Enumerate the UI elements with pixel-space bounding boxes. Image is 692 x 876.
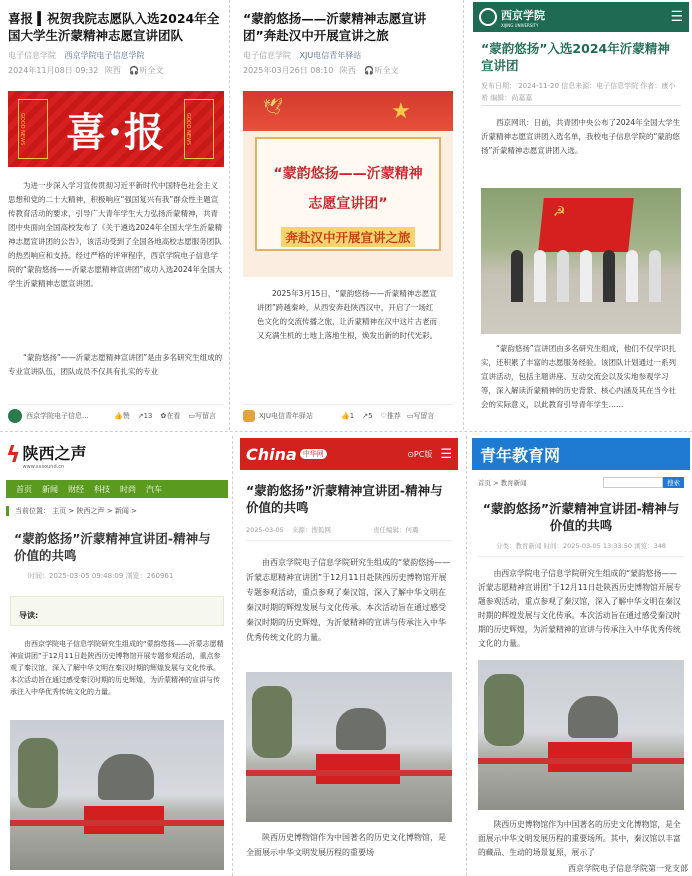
pc-version-button[interactable]: ⊙PC版 bbox=[407, 449, 433, 459]
flag-emblem-icon: ☭ bbox=[553, 204, 566, 220]
lead-label: 导读: bbox=[19, 611, 39, 620]
breadcrumb[interactable]: 首页 > 教育新闻 bbox=[478, 478, 527, 487]
article-meta: 发布日期： 2024-11-20 信息来源：电子信息学院 作者：康小希 编辑：尚嘉嘉 bbox=[481, 80, 681, 106]
headphone-icon: 🎧 bbox=[364, 66, 375, 75]
main-nav bbox=[6, 480, 228, 498]
account-name[interactable]: XJU电信青年驿站 bbox=[259, 411, 313, 420]
nav-fashion[interactable]: 时尚 bbox=[120, 484, 136, 494]
article-editor: 责任编辑：何璐 bbox=[372, 526, 419, 534]
museum-photo bbox=[478, 660, 684, 810]
site-badge: 中华网 bbox=[300, 449, 327, 459]
like-icon[interactable]: 👍 bbox=[114, 411, 123, 420]
site-logo-icon: ϟ bbox=[6, 442, 21, 468]
panel-wechat-article-1 bbox=[8, 6, 224, 428]
search-button[interactable]: 搜索 bbox=[663, 477, 684, 488]
article-body-2: 陕西历史博物馆作为中国著名的历史文化博物馆，是全面展示中华文明发展历程的重要场所。其中，秦汉馆以丰富的藏品、生动的场景复原，展示了 bbox=[478, 820, 681, 857]
event-poster bbox=[243, 91, 453, 277]
panel-school-site bbox=[473, 2, 689, 428]
article-date: 2025年03月26日 08:10 bbox=[243, 66, 334, 75]
nav-auto[interactable]: 汽车 bbox=[146, 484, 162, 494]
share-icon[interactable]: ↗ bbox=[362, 411, 369, 420]
search-input[interactable] bbox=[603, 477, 663, 488]
school-name: 西京学院 bbox=[501, 8, 545, 22]
article-body-2: “蒙韵悠扬”——沂蒙志愿精神宣讲团”是由多名研究生组成的专业宣讲队伍，团队成员不仅具有扎实的专业 bbox=[8, 353, 223, 376]
museum-photo bbox=[10, 720, 224, 870]
article-body: 2025年3月15日，“蒙韵悠扬——沂蒙精神志愿宣讲团”跨越秦岭，从西安奔赴陕西汉中，开启了一场红色文化的交流传播之旅，让沂蒙精神在汉中这片古老而又充满生机的土地上落地生根，焕发出新的时代光彩。 bbox=[257, 289, 437, 340]
nav-news[interactable]: 新闻 bbox=[42, 484, 58, 494]
panel-youth-edu bbox=[472, 438, 690, 874]
article-body-2: 陕西历史博物馆作为中国著名的历史文化博物馆，是全面展示中华文明发展历程的重要场 bbox=[246, 833, 446, 857]
school-logo-icon bbox=[479, 8, 497, 26]
article-body: 由西京学院电子信息学院研究生组成的“蒙韵悠扬——沂蒙志愿精神宣讲团”于12月11日赴陕西历史博物馆开展专题参观活动，重点参观了秦汉馆，深入了解中华文明在秦汉时期的辉煌发展与文化传承。本次活动旨在通过感受秦汉时期的历史辉煌，为沂蒙精神的宣讲与传承注入中华优秀传统文化的力量。 bbox=[478, 569, 682, 648]
team-photo bbox=[481, 188, 681, 334]
nav-finance[interactable]: 财经 bbox=[68, 484, 84, 494]
article-source: 来源：搜狐网 bbox=[291, 526, 331, 534]
article-date: 2024年11月08日 09:32 bbox=[8, 66, 99, 75]
breadcrumb[interactable]: 当前位置： 主页 > 陕西之声 > 新闻 > bbox=[6, 506, 228, 516]
panel-china-com bbox=[240, 438, 458, 874]
nav-tech[interactable]: 科技 bbox=[94, 484, 110, 494]
comment-icon[interactable]: ▭ bbox=[406, 411, 414, 420]
headphone-icon: 🎧 bbox=[129, 66, 140, 75]
article-body: 由西京学院电子信息学院研究生组成的“蒙韵悠扬——沂蒙志愿精神宣讲团”于12月11日赴陕西历史博物馆开展专题参观活动，重点参观了秦汉馆，深入了解中华文明在秦汉时期的辉煌发展与文化传承。本次活动旨在通过感受秦汉时期的历史辉煌，为沂蒙精神的宣讲与传承注入中华优秀传统文化的力量。 bbox=[246, 558, 451, 642]
poster-line-1: “蒙韵悠扬——沂蒙精神 bbox=[273, 166, 423, 182]
article-title: 喜报 ▍祝贺我院志愿队入选2024年全国大学生沂蒙精神志愿宣讲团队 bbox=[8, 11, 220, 43]
nav-home[interactable]: 首页 bbox=[16, 484, 32, 494]
account-name[interactable]: 西京学院电子信息... bbox=[26, 411, 89, 420]
recommend-icon[interactable]: ♡ bbox=[380, 411, 387, 420]
site-url: www.sxsound.cn bbox=[22, 463, 65, 470]
school-header bbox=[473, 2, 689, 32]
site-header bbox=[240, 438, 458, 470]
article-place: 陕西 bbox=[104, 66, 121, 75]
dove-icon: 🕊 bbox=[263, 97, 284, 116]
article-footer: 西京学院电子信息... 👍 赞 ↗ 13 ✿ 在看 ▭ 写留言 bbox=[8, 404, 224, 426]
account-avatar[interactable] bbox=[8, 409, 22, 423]
banner-text: 喜·报 bbox=[66, 108, 166, 156]
good-news-banner: GOOD NEWS GOOD NEWS 喜·报 bbox=[8, 91, 224, 167]
article-date: 2025-03-05 bbox=[246, 526, 284, 534]
watermark-text: 西京学院电子信息学院第一党支部 bbox=[568, 864, 688, 873]
article-place: 陕西 bbox=[339, 66, 356, 75]
menu-icon[interactable]: ☰ bbox=[440, 446, 452, 462]
article-title: “蒙韵悠扬”入选2024年沂蒙精神宣讲团 bbox=[481, 41, 670, 73]
article-title: “蒙韵悠扬”沂蒙精神宣讲团-精神与价值的共鸣 bbox=[482, 501, 680, 533]
article-meta: 分类：教育新闻 时间：2025-03-05 13:33:50 浏览：348 bbox=[478, 540, 684, 557]
share-icon[interactable]: ↗ bbox=[137, 411, 144, 420]
article-body: 为进一步深入学习宣传贯彻习近平新时代中国特色社会主义思想和党的二十大精神，积极响应“强国复兴有我”群众性主题宣传教育活动的要求，引导广大青年学生大力弘扬沂蒙精神，共青团中央面向全国高校发布了《关于遴选2024年全国大学生沂蒙精神志愿宣讲团的公告》，该活动受到了全国各地高校志愿服务团队的热烈响应和支持。经过严格的评审程序，西京学院电子信息学院的“蒙韵悠扬——沂蒙志愿精神宣讲团”成功入选2024年全国大学生沂蒙精神志愿宣讲团。 bbox=[8, 181, 223, 288]
star-icon: ★ bbox=[391, 99, 411, 124]
article-account[interactable]: 西京学院电子信息学院 bbox=[64, 51, 145, 60]
article-account[interactable]: XJU电信青年驿站 bbox=[299, 51, 362, 60]
site-logo[interactable]: China bbox=[246, 444, 297, 464]
listen-button[interactable]: 🎧听全文 bbox=[129, 66, 164, 75]
pc-icon: ⊙ bbox=[407, 449, 414, 459]
poster-line-2: 志愿宣讲团” bbox=[308, 196, 388, 212]
article-title: “蒙韵悠扬——沂蒙精神志愿宣讲团”奔赴汉中开展宣讲之旅 bbox=[243, 11, 427, 43]
school-name-en: XIJING UNIVERSITY bbox=[501, 22, 539, 28]
site-name[interactable]: 陕西之声 bbox=[22, 443, 87, 463]
panel-sxsound bbox=[6, 438, 228, 874]
menu-icon[interactable]: ☰ bbox=[670, 9, 683, 25]
like-icon[interactable]: 👍 bbox=[341, 411, 350, 420]
wow-icon[interactable]: ✿ bbox=[160, 411, 167, 420]
lead-box bbox=[10, 596, 224, 626]
museum-photo bbox=[246, 672, 452, 822]
poster-line-3: 奔赴汉中开展宣讲之旅 bbox=[281, 227, 414, 247]
article-title: “蒙韵悠扬”沂蒙精神宣讲团-精神与价值的共鸣 bbox=[246, 483, 443, 515]
comment-icon[interactable]: ▭ bbox=[188, 411, 196, 420]
article-title: “蒙韵悠扬”沂蒙精神宣讲团-精神与价值的共鸣 bbox=[14, 531, 211, 563]
article-meta: 时间：2025-03-05 09:48:09 浏览：260961 bbox=[28, 572, 174, 580]
article-body-2: “蒙韵悠扬”宣讲团由多名研究生组成，他们不仅学识扎实，还积累了丰富的志愿服务经验。该团队计划通过一系列宣讲活动，包括主题讲座、互动交流会以及实地参观学习等，深入解读沂蒙精神的历史背景、核心内涵及其在当今社会的实际意义，以此教育引导青年学生…… bbox=[481, 344, 677, 409]
article-body: 由西京学院电子信息学院研究生组成的“蒙韵悠扬——沂蒙志愿精神宣讲团”于12月11日赴陕西历史博物馆开展专题参观活动，重点参观了秦汉馆，深入了解中华文明在秦汉时期的辉煌发展与文化传承。本次活动旨在通过感受秦汉时期的历史辉煌，为沂蒙精神的宣讲与传承注入中华优秀传统文化的力量。 bbox=[10, 640, 224, 696]
article-footer: XJU电信青年驿站 👍 1 ↗ 5 ♡ 推荐 ▭ 写留言 bbox=[243, 404, 453, 426]
site-name[interactable]: 青年教育网 bbox=[480, 445, 561, 465]
account-avatar[interactable] bbox=[243, 410, 255, 422]
site-header bbox=[472, 438, 690, 470]
listen-button[interactable]: 🎧听全文 bbox=[364, 66, 399, 75]
article-org: 电子信息学院 bbox=[243, 51, 291, 60]
article-body: 西京网讯：日前，共青团中央公布了2024年全国大学生沂蒙精神志愿宣讲团入选名单，我校电子信息学院的“蒙韵悠扬”沂蒙精神志愿宣讲团入选。 bbox=[481, 118, 681, 155]
article-org: 电子信息学院 bbox=[8, 51, 56, 60]
panel-wechat-article-2 bbox=[243, 6, 453, 428]
